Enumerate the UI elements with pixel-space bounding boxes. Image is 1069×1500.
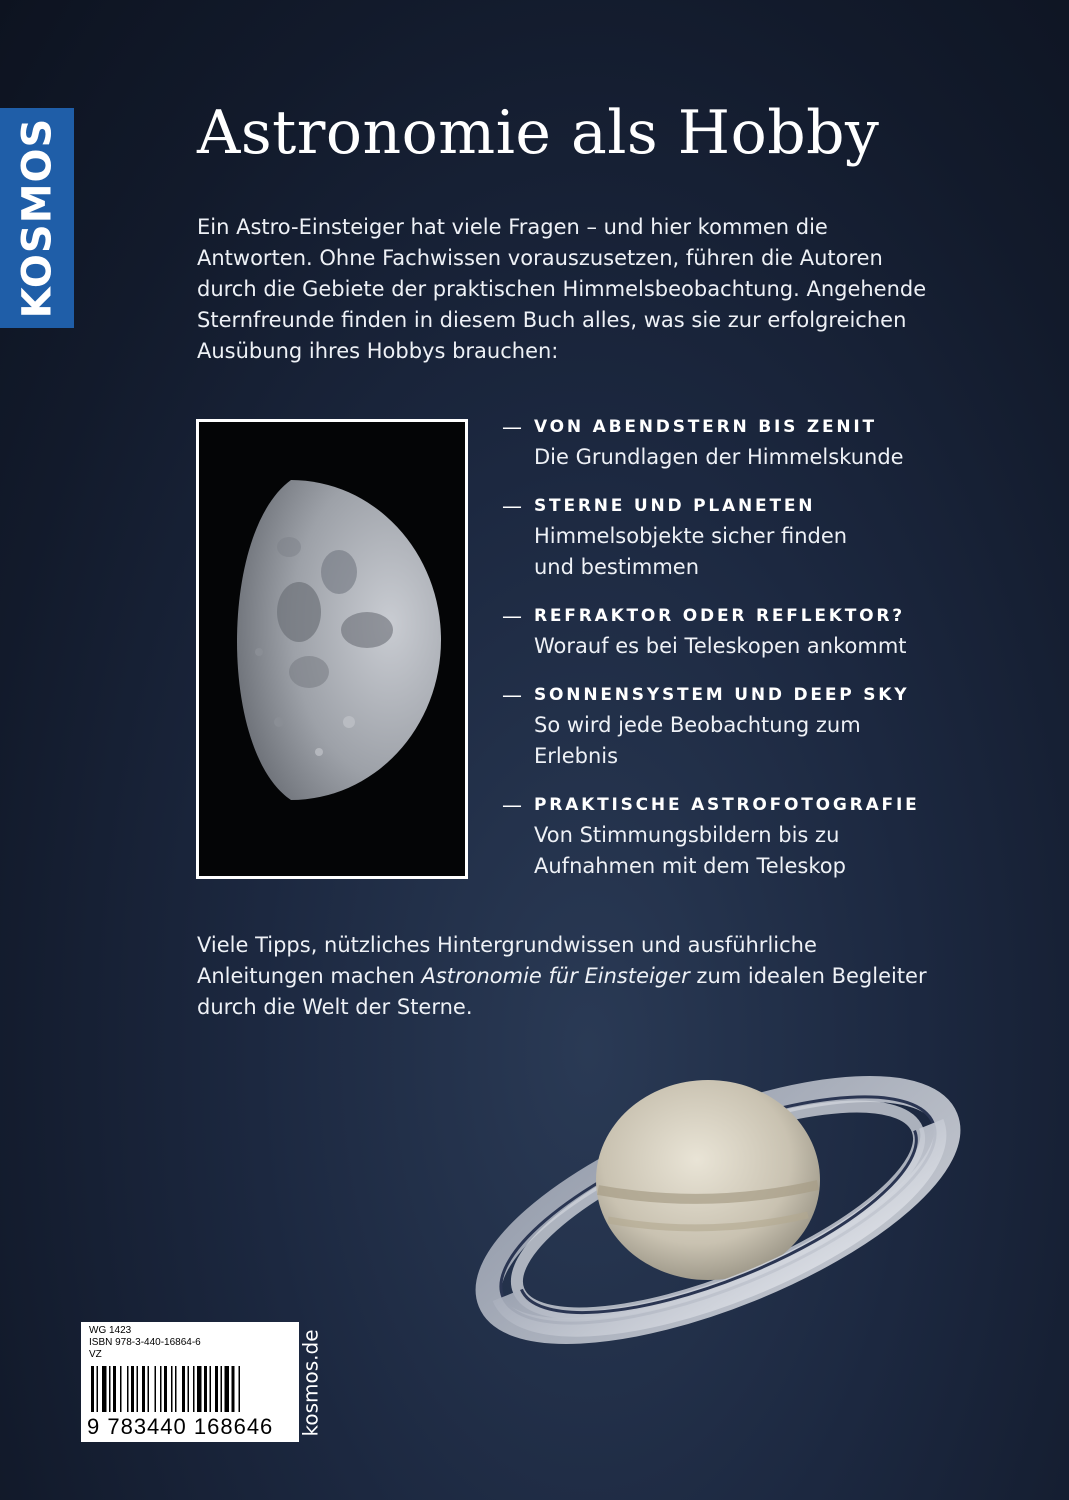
barcode-bars [87,1366,293,1416]
outro-text-start: Viele Tipps, nützliches Hintergrundwissen und ausführliche Anleitungen machen [197,933,817,988]
barcode-label [81,1322,299,1442]
barcode-bar [171,1366,173,1412]
feature-description: Von Stimmungsbildern bis zu Aufnahmen mit dem Teleskop [534,823,846,878]
barcode-bar [215,1366,218,1412]
website-url [297,1322,325,1444]
barcode-bar [102,1366,107,1412]
list-item [502,491,1022,583]
barcode-bar [232,1366,235,1412]
list-item [502,412,1022,473]
outro-paragraph [197,930,937,1023]
list-item [502,601,1022,662]
barcode-bar [204,1366,207,1412]
barcode-bar [91,1366,94,1412]
barcode-bar [113,1366,116,1412]
barcode-bar [137,1366,139,1412]
barcode-bar [182,1366,185,1412]
list-item [502,680,1022,772]
dash-bullet: — [502,415,522,439]
dash-bullet: — [502,494,522,518]
feature-description: Worauf es bei Teleskopen ankommt [534,634,907,658]
outro-text-end: zum idealen Begleiter durch die Welt der Sterne. [197,964,927,1019]
barcode-bar [155,1366,157,1412]
vz-code: VZ [89,1349,102,1360]
feature-title: STERNE UND PLANETEN [534,496,816,516]
barcode-bar [127,1366,129,1412]
barcode-bar [210,1366,212,1412]
barcode-bar [142,1366,145,1412]
barcode-bar [197,1366,202,1412]
barcode-bar [239,1366,241,1412]
dash-bullet: — [502,683,522,707]
feature-description: Die Grundlagen der Himmelskunde [534,445,904,469]
brand-logo-text: KOSMOS [14,117,61,319]
barcode-bar [131,1366,134,1412]
website-text: kosmos.de [299,1329,323,1437]
feature-description: Himmelsobjekte sicher finden und bestimmen [534,524,848,579]
feature-title: REFRAKTOR ODER REFLEKTOR? [534,606,905,626]
product-group-code: WG 1423 [89,1325,132,1336]
saturn-photo [468,1060,968,1360]
barcode-bar [188,1366,190,1412]
feature-title: VON ABENDSTERN BIS ZENIT [534,417,877,437]
barcode-bar [109,1366,111,1412]
brand-logo-tab [0,108,74,328]
barcode-bar [221,1366,223,1412]
page-title: Astronomie als Hobby [197,98,880,168]
barcode-bar [120,1366,122,1412]
barcode-bar [164,1366,167,1412]
barcode-bar [175,1366,177,1412]
feature-title: PRAKTISCHE ASTROFOTOGRAFIE [534,795,920,815]
feature-list [502,412,1022,900]
book-title-italic: Astronomie für Einsteiger [421,964,690,988]
moon-image [199,422,465,876]
barcode-bar [148,1366,150,1412]
dash-bullet: — [502,604,522,628]
feature-description: So wird jede Beobachtung zum Erlebnis [534,713,861,768]
feature-title: SONNENSYSTEM UND DEEP SKY [534,685,910,705]
intro-paragraph: Ein Astro-Einsteiger hat viele Fragen – und hier kommen die Antworten. Ohne Fachwissen vorauszusetzen, führen die Autoren durch die Gebiete der praktischen Himmelsbeobachtung. Angehende Sternfreunde finden in diesem Buch alles, was sie zur erfolgreichen Ausübung ihres Hobbys brauchen: [197,215,927,363]
barcode-digits: 9 783440 168646 [87,1414,274,1439]
barcode-bar [225,1366,230,1412]
dash-bullet: — [502,793,522,817]
isbn-text: ISBN 978-3-440-16864-6 [89,1337,201,1348]
moon-photo [196,419,468,879]
barcode-bar [97,1366,99,1412]
list-item [502,790,1022,882]
barcode-bar [193,1366,195,1412]
barcode-bar [160,1366,162,1412]
